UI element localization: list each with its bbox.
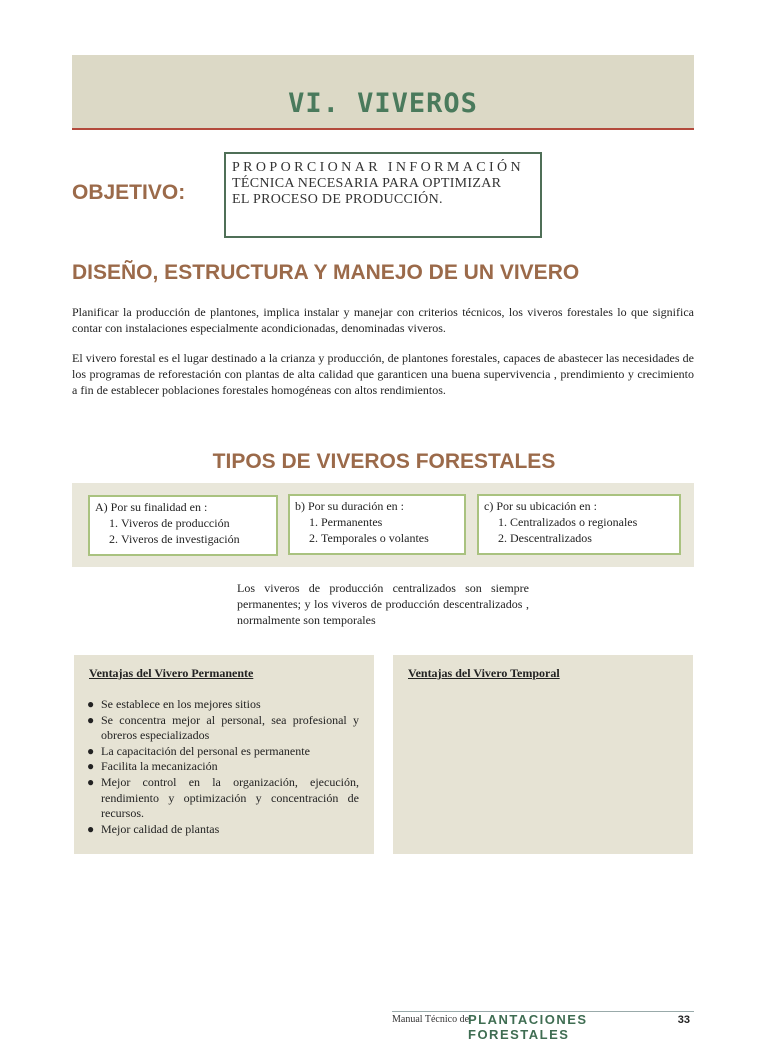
bullet-icon: ● xyxy=(87,821,95,836)
bullet-icon: ● xyxy=(87,697,95,711)
section-title-tipos: TIPOS DE VIVEROS FORESTALES xyxy=(212,450,556,473)
bullet-icon: ● xyxy=(87,774,95,789)
tipo-box-finalidad xyxy=(88,495,278,556)
page-footer xyxy=(392,1011,694,1042)
list-item: ● Se establece en los mejores sitios xyxy=(87,697,261,711)
tipo-box-heading: c) Por su ubicación en : xyxy=(484,499,597,513)
ventajas-permanente-list xyxy=(87,697,359,837)
objetivo-label: OBJETIVO: xyxy=(72,181,186,204)
list-item: 1. Permanentes xyxy=(321,514,459,530)
tipo-box-heading: b) Por su duración en : xyxy=(295,499,404,513)
list-item: ● Mejor control en la organización, ejecución, rendimiento y optimización y concentración de recursos. xyxy=(87,774,359,821)
tipos-panel xyxy=(72,483,694,567)
footer-manual: Manual Técnico de xyxy=(392,1014,470,1025)
list-item: 2. Temporales o volantes xyxy=(321,530,459,546)
list-item: 1. Centralizados o regionales xyxy=(510,514,674,530)
ventajas-permanente-panel xyxy=(74,655,374,854)
ventajas-temporal-panel xyxy=(393,655,693,854)
ventajas-permanente-title: Ventajas del Vivero Permanente xyxy=(89,666,254,680)
objetivo-line-2: TÉCNICA NECESARIA PARA OPTIMIZAR xyxy=(232,176,502,191)
objetivo-line-3: EL PROCESO DE PRODUCCIÓN. xyxy=(232,192,443,207)
note-centralizados: Los viveros de producción centralizados son siempre permanentes; y los viveros de producción descentralizados , normalmente son temporales xyxy=(237,581,529,627)
tipo-box-duracion xyxy=(288,494,466,555)
list-item: ● Mejor calidad de plantas xyxy=(87,821,220,836)
bullet-icon: ● xyxy=(87,712,95,727)
list-item: 1. Viveros de producción xyxy=(121,515,271,531)
list-item: ● La capacitación del personal es permanente xyxy=(87,743,310,758)
objetivo-line-1: PROPORCIONAR INFORMACIÓN xyxy=(232,160,525,175)
tipo-box-ubicacion xyxy=(477,494,681,555)
list-item: ● Facilita la mecanización xyxy=(87,759,218,774)
ventajas-temporal-title: Ventajas del Vivero Temporal xyxy=(408,666,560,680)
paragraph-planificar: Planificar la producción de plantones, implica instalar y manejar con criterios técnicos, los viveros forestales lo que significa contar con instalaciones especialmente acondicionadas, denominadas viveros. xyxy=(72,305,694,335)
list-item: ● Se concentra mejor al personal, sea profesional y obreros especializados xyxy=(87,712,359,743)
page-number: 33 xyxy=(677,1014,690,1026)
list-item: 2. Descentralizados xyxy=(510,530,674,546)
paragraph-vivero-forestal: El vivero forestal es el lugar destinado a la crianza y producción, de plantones forestales, capaces de abastecer las necesidades de los programas de reforestación con plantas de alta calidad que garanticen una buena supervivencia , prendimiento y crecimiento a fin de establecer poblaciones forestales homogéneas con altos rendimientos. xyxy=(72,351,694,397)
bullet-icon: ● xyxy=(87,759,95,774)
tipo-box-heading: A) Por su finalidad en : xyxy=(95,500,208,514)
section-title-diseno: DISEÑO, ESTRUCTURA Y MANEJO DE UN VIVERO xyxy=(72,261,580,284)
bullet-icon: ● xyxy=(87,743,95,758)
chapter-title: VI. VIVEROS xyxy=(288,88,478,119)
footer-series-title: PLANTACIONES FORESTALES xyxy=(468,1012,588,1042)
list-item: 2. Viveros de investigación xyxy=(121,531,271,547)
title-band xyxy=(72,55,694,130)
objetivo-box xyxy=(224,152,542,238)
